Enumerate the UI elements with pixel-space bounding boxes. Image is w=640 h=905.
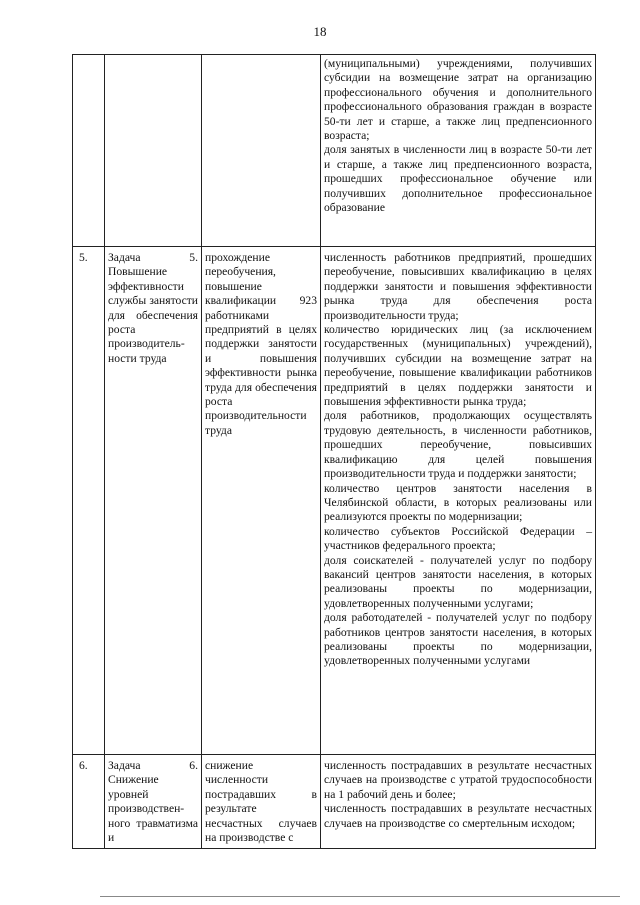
- task-cell: Задача 6. Снижение уровней производствен-ного травматизма и: [105, 755, 202, 849]
- indicator-item: доля занятых в численности лиц в возрасте 50-ти лет и старше, а также лиц предпенсионного возраста, прошедших профессиональное обучение или получивших дополнительное профессиональное образование: [324, 143, 592, 215]
- indicator-item: численность работников предприятий, прошедших переобучение, повысивших квалификацию в целях поддержки занятости и повышения эффективности рынка труда для обеспечения роста производительности труда;: [324, 251, 592, 322]
- indicators-cell: [321, 55, 596, 247]
- indicator-item: количество центров занятости населения в Челябинской области, в которых реализованы или реализуются проекты по модернизации;: [324, 481, 592, 524]
- indicator-item: доля работников, продолжающих осуществлять трудовую деятельность, в численности работников, прошедших переобучение, повысивших квалификацию для целей повышения производительности труда и поддержки занятости;: [324, 409, 592, 481]
- indicators-cell: [321, 755, 596, 849]
- event-cell: [202, 55, 321, 247]
- page-bottom-rule: [100, 896, 620, 897]
- table-row-continued: [73, 55, 596, 247]
- indicator-item: доля соискателей - получателей услуг по подбору вакансий центров занятости населения, в которых реализованы проекты по модернизации, удовлетворенных полученными услугами;: [324, 553, 592, 610]
- table-row-task-5: [73, 247, 596, 755]
- indicator-item: (муниципальными) учреждениями, получивших субсидии на возмещение затрат на организацию профессионального обучения и дополнительного профессионального образования граждан в возрасте 50-ти лет и старше, а также лиц предпенсионного возраста;: [324, 57, 592, 143]
- task-cell: [105, 55, 202, 247]
- indicator-item: численность пострадавших в результате несчастных случаев на производстве со смертельным исходом;: [324, 802, 592, 830]
- task-cell: Задача 5. Повышение эффективности службы занятости для обеспечения роста производитель-ности труда: [105, 247, 202, 755]
- row-number-cell: [73, 55, 105, 247]
- event-cell: прохождение переобучения, повышение квалификации 923 работниками предприятий в целях поддержки занятости и повышения эффективности рынка труда для обеспечения роста производительности труда: [202, 247, 321, 755]
- program-tasks-table: [72, 54, 596, 849]
- indicator-item: количество субъектов Российской Федерации – участников федерального проекта;: [324, 524, 592, 553]
- event-cell: снижение численности пострадавших в результате несчастных случаев на производстве с: [202, 755, 321, 849]
- row-number-cell: 6.: [73, 755, 105, 849]
- row-number-cell: 5.: [73, 247, 105, 755]
- page-number: 18: [313, 24, 327, 39]
- table-row-task-6: [73, 755, 596, 849]
- indicator-item: численность пострадавших в результате несчастных случаев на производстве с утратой трудоспособности на 1 рабочий день и более;: [324, 759, 592, 801]
- indicator-item: количество юридических лиц (за исключением государственных (муниципальных) учреждений), получивших субсидии на возмещение затрат на переобучение, повышение квалификации работников предприятий в целях поддержки занятости и повышения эффективности рынка труда;: [324, 323, 592, 409]
- indicators-cell: [321, 247, 596, 755]
- indicator-item: доля работодателей - получателей услуг по подбору работников центров занятости населения, в которых реализованы проекты по модернизации, удовлетворенных полученными услугами: [324, 611, 592, 668]
